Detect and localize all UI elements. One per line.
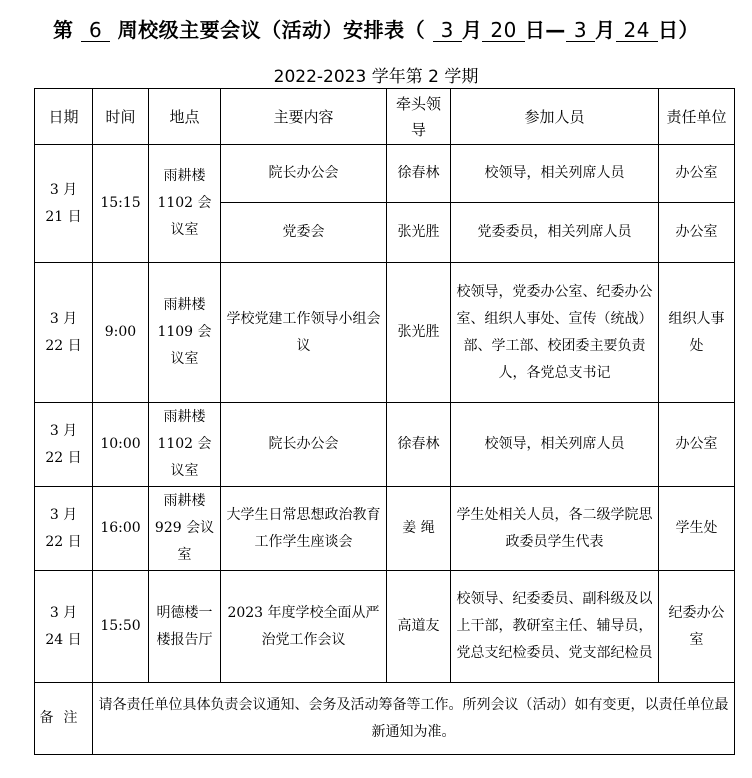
place-cell: 雨耕楼 1102 会议室	[149, 403, 221, 487]
col-header-place: 地点	[149, 89, 221, 145]
note-text: 请各责任单位具体负责会议通知、会务及活动筹备等工作。所列会议（活动）如有变更，以责任单位最新通知为准。	[93, 683, 735, 755]
col-header-date: 日期	[35, 89, 93, 145]
place-cell: 雨耕楼 1109 会议室	[149, 263, 221, 403]
time-cell: 9:00	[93, 263, 149, 403]
time-cell: 15:15	[93, 145, 149, 263]
content-cell: 院长办公会	[221, 145, 387, 203]
col-header-content: 主要内容	[221, 89, 387, 145]
dept-cell: 学生处	[659, 487, 735, 571]
title-end: 日）	[658, 18, 699, 42]
page-title	[0, 14, 752, 43]
start-day: 20	[482, 19, 524, 42]
semester-subtitle: 2022-2023 学年第 2 学期	[273, 67, 479, 87]
attendees-cell: 校领导、纪委委员、副科级及以上干部，教研室主任、辅导员，党总支纪检委员、党支部纪检员	[451, 571, 659, 683]
place-cell: 雨耕楼 929 会议室	[149, 487, 221, 571]
col-header-attendees: 参加人员	[451, 89, 659, 145]
attendees-cell: 校领导，相关列席人员	[451, 403, 659, 487]
week-number: 6	[81, 19, 110, 42]
date-cell: 3 月 22 日	[35, 487, 93, 571]
date-cell: 3 月 22 日	[35, 263, 93, 403]
leader-cell: 张光胜	[387, 203, 451, 263]
start-month: 3	[433, 19, 462, 42]
attendees-cell: 校领导，相关列席人员	[451, 145, 659, 203]
dept-cell: 办公室	[659, 203, 735, 263]
end-day: 24	[616, 19, 658, 42]
col-header-dept: 责任单位	[659, 89, 735, 145]
col-header-time: 时间	[93, 89, 149, 145]
dept-cell: 纪委办公室	[659, 571, 735, 683]
end-month: 3	[566, 19, 595, 42]
place-cell: 明德楼一楼报告厅	[149, 571, 221, 683]
leader-cell: 徐春林	[387, 145, 451, 203]
dept-cell: 办公室	[659, 403, 735, 487]
schedule-table	[34, 88, 735, 755]
attendees-cell: 学生处相关人员，各二级学院思政委员学生代表	[451, 487, 659, 571]
date-cell: 3 月 22 日	[35, 403, 93, 487]
table-row	[35, 263, 735, 403]
dept-cell: 办公室	[659, 145, 735, 203]
content-cell: 大学生日常思想政治教育工作学生座谈会	[221, 487, 387, 571]
date-cell: 3 月 21 日	[35, 145, 93, 263]
attendees-cell: 党委委员，相关列席人员	[451, 203, 659, 263]
day-char-1: 日—	[524, 18, 566, 42]
leader-cell: 姜 绳	[387, 487, 451, 571]
time-cell: 10:00	[93, 403, 149, 487]
place-cell: 雨耕楼 1102 会议室	[149, 145, 221, 263]
title-middle: 周校级主要会议（活动）安排表（	[117, 18, 426, 42]
note-label: 备注	[35, 683, 93, 755]
dept-cell: 组织人事处	[659, 263, 735, 403]
date-cell: 3 月 24 日	[35, 571, 93, 683]
attendees-cell: 校领导，党委办公室、纪委办公室、组织人事处、宣传（统战）部、学工部、校团委主要负责人，各党总支书记	[451, 263, 659, 403]
col-header-leader: 牵头领导	[387, 89, 451, 145]
table-row	[35, 487, 735, 571]
leader-cell: 高道友	[387, 571, 451, 683]
content-cell: 2023 年度学校全面从严治党工作会议	[221, 571, 387, 683]
header-row	[35, 89, 735, 145]
leader-cell: 徐春林	[387, 403, 451, 487]
table-row	[35, 403, 735, 487]
month-char-2: 月	[595, 18, 616, 42]
content-cell: 院长办公会	[221, 403, 387, 487]
table-row	[35, 145, 735, 203]
note-row	[35, 683, 735, 755]
month-char-1: 月	[461, 18, 483, 42]
table-row	[35, 571, 735, 683]
title-week-prefix: 第	[52, 18, 74, 42]
time-cell: 15:50	[93, 571, 149, 683]
content-cell: 学校党建工作领导小组会议	[221, 263, 387, 403]
content-cell: 党委会	[221, 203, 387, 263]
time-cell: 16:00	[93, 487, 149, 571]
leader-cell: 张光胜	[387, 263, 451, 403]
